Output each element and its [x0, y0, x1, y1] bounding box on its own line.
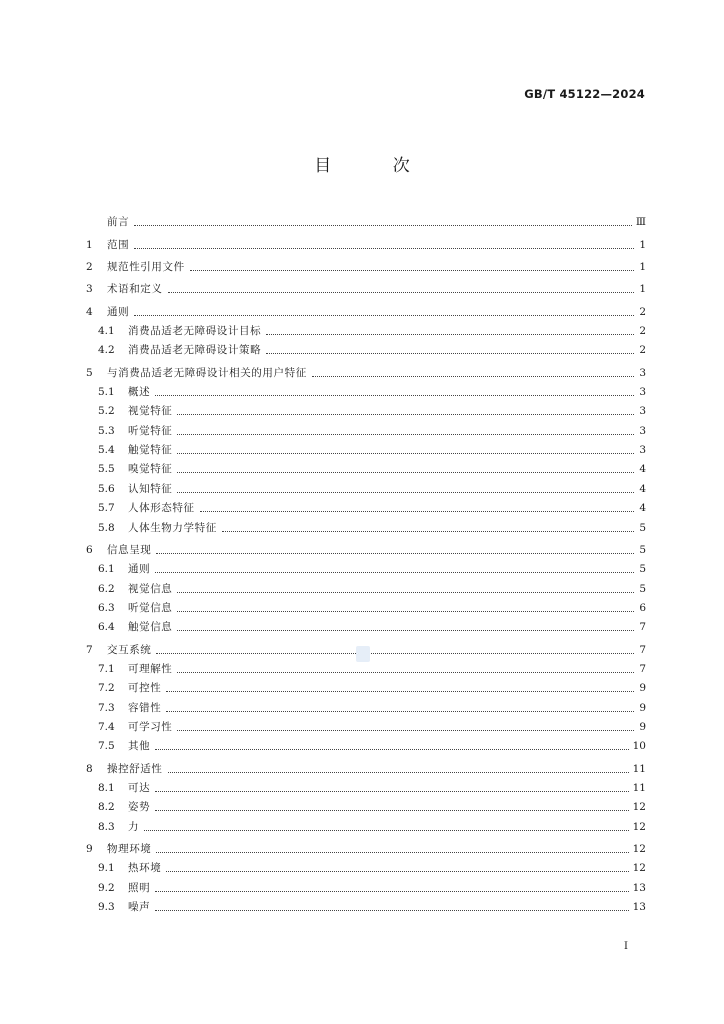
toc-entry-label: 前言	[107, 216, 130, 229]
toc-entry-label: 听觉特征	[128, 424, 173, 437]
toc-entry-label: 规范性引用文件	[107, 261, 185, 274]
toc-entry-page: 4	[639, 482, 646, 495]
toc-entry-number: 4.2	[98, 344, 115, 357]
toc-leader-dots	[144, 830, 629, 831]
toc-entry-label: 人体形态特征	[128, 502, 195, 515]
toc-leader-dots	[134, 315, 634, 316]
toc-entry-page: 9	[639, 701, 646, 714]
toc-leader-dots	[155, 891, 628, 892]
toc-entry-label: 术语和定义	[107, 283, 163, 296]
toc-entry[interactable]	[86, 359, 646, 378]
toc-entry-number: 5.8	[98, 521, 115, 534]
toc-entry-page: 12	[632, 843, 646, 855]
table-of-contents	[86, 209, 646, 913]
toc-entry-page: 7	[639, 662, 646, 675]
toc-entry-number: 6.4	[98, 621, 115, 634]
toc-leader-dots	[166, 711, 634, 712]
toc-entry-number: 5.2	[98, 405, 115, 418]
toc-entry-page: 4	[639, 463, 646, 476]
toc-leader-dots	[177, 434, 634, 435]
toc-entry-label: 触觉特征	[128, 444, 173, 457]
toc-entry-page: 4	[639, 502, 646, 515]
toc-entry-label: 视觉特征	[128, 405, 173, 418]
toc-entry-label: 可理解性	[128, 662, 173, 675]
toc-entry-page: 2	[639, 325, 646, 338]
toc-entry[interactable]	[86, 675, 646, 694]
toc-entry[interactable]	[86, 813, 646, 832]
toc-leader-dots	[155, 810, 628, 811]
toc-entry-label: 消费品适老无障碍设计目标	[128, 325, 262, 338]
toc-entry-number: 8.2	[98, 801, 115, 814]
toc-entry-number: 3	[86, 283, 93, 296]
toc-entry-number: 6	[86, 543, 93, 556]
toc-entry-label: 概述	[128, 386, 151, 399]
toc-entry-number: 5.1	[98, 386, 115, 399]
toc-entry-label: 操控舒适性	[107, 762, 163, 775]
toc-entry-page: 5	[639, 543, 646, 556]
toc-entry-page: 9	[639, 720, 646, 733]
toc-entry-label: 嗅觉特征	[128, 463, 173, 476]
toc-entry-number: 4.1	[98, 325, 115, 338]
toc-entry-label: 噪声	[128, 901, 151, 914]
toc-leader-dots	[134, 225, 632, 226]
toc-entry[interactable]	[86, 894, 646, 913]
toc-leader-dots	[155, 749, 628, 750]
toc-entry-number: 9.2	[98, 881, 115, 894]
toc-entry-page: 3	[639, 405, 646, 418]
toc-entry-label: 通则	[128, 563, 151, 576]
toc-leader-dots	[156, 653, 634, 654]
toc-entry-page: 13	[632, 901, 646, 914]
toc-entry-label: 信息呈现	[107, 543, 152, 556]
toc-entry[interactable]	[86, 855, 646, 874]
toc-entry-label: 交互系统	[107, 643, 152, 656]
toc-leader-dots	[156, 852, 628, 853]
toc-entry[interactable]	[86, 874, 646, 893]
toc-leader-dots	[312, 376, 634, 377]
toc-entry[interactable]	[86, 231, 646, 250]
toc-entry-page: 12	[632, 820, 646, 833]
toc-entry[interactable]	[86, 379, 646, 398]
toc-entry-label: 触觉信息	[128, 621, 173, 634]
toc-entry-number: 8.1	[98, 781, 115, 794]
toc-leader-dots	[166, 691, 634, 692]
standard-code: GB/T 45122—2024	[524, 87, 645, 101]
toc-entry-number: 7.1	[98, 662, 115, 675]
toc-leader-dots	[155, 791, 628, 792]
toc-entry[interactable]	[86, 417, 646, 436]
toc-leader-dots	[177, 472, 634, 473]
toc-entry[interactable]	[86, 456, 646, 475]
toc-entry-label: 可控性	[128, 682, 162, 695]
page-number: I	[624, 941, 628, 952]
toc-entry-label: 范围	[107, 238, 130, 251]
toc-entry[interactable]	[86, 514, 646, 533]
toc-entry[interactable]	[86, 337, 646, 356]
toc-entry-page: 6	[639, 601, 646, 614]
watermark-mark	[356, 646, 370, 662]
toc-entry-page: 11	[632, 781, 646, 794]
toc-leader-dots	[177, 492, 634, 493]
toc-leader-dots	[177, 592, 634, 593]
toc-leader-dots	[177, 630, 634, 631]
toc-entry[interactable]	[86, 209, 646, 228]
toc-entry-page: 3	[639, 366, 646, 379]
toc-entry-number: 5.6	[98, 482, 115, 495]
toc-leader-dots	[200, 511, 634, 512]
toc-entry-label: 照明	[128, 881, 151, 894]
toc-leader-dots	[266, 334, 634, 335]
toc-entry-label: 视觉信息	[128, 582, 173, 595]
toc-entry[interactable]	[86, 595, 646, 614]
toc-entry[interactable]	[86, 556, 646, 575]
toc-leader-dots	[168, 772, 629, 773]
toc-entry-number: 8.3	[98, 820, 115, 833]
toc-entry-number: 6.3	[98, 601, 115, 614]
toc-entry-label: 力	[128, 820, 140, 833]
toc-entry-label: 听觉信息	[128, 601, 173, 614]
toc-entry-page: 2	[639, 305, 646, 318]
toc-entry-page: 5	[639, 521, 646, 534]
toc-leader-dots	[168, 292, 635, 293]
toc-entry-number: 5.7	[98, 502, 115, 515]
toc-entry-number: 7	[86, 643, 93, 656]
toc-entry-page: 3	[639, 444, 646, 457]
toc-entry[interactable]	[86, 495, 646, 514]
toc-entry-label: 姿势	[128, 801, 151, 814]
toc-entry[interactable]	[86, 537, 646, 556]
toc-leader-dots	[190, 270, 634, 271]
toc-entry-label: 认知特征	[128, 482, 173, 495]
toc-entry-number: 6.2	[98, 582, 115, 595]
toc-entry-label: 其他	[128, 740, 151, 753]
toc-entry[interactable]	[86, 614, 646, 633]
page-title: 目 次	[314, 156, 438, 176]
toc-entry-page: 13	[632, 881, 646, 894]
toc-leader-dots	[166, 871, 628, 872]
toc-entry[interactable]	[86, 714, 646, 733]
toc-entry[interactable]	[86, 775, 646, 794]
toc-entry[interactable]	[86, 755, 646, 774]
toc-leader-dots	[177, 730, 634, 731]
toc-entry-number: 4	[86, 305, 93, 318]
toc-leader-dots	[155, 572, 634, 573]
toc-entry[interactable]	[86, 298, 646, 317]
toc-entry[interactable]	[86, 318, 646, 337]
toc-entry-number: 9.1	[98, 862, 115, 875]
toc-entry-number: 7.2	[98, 682, 115, 695]
toc-entry-number: 5	[86, 366, 93, 379]
toc-leader-dots	[177, 611, 634, 612]
toc-entry-page: 1	[639, 261, 646, 274]
toc-entry-page: 12	[632, 862, 646, 875]
toc-entry-number: 7.4	[98, 720, 115, 733]
toc-entry-label: 与消费品适老无障碍设计相关的用户特征	[107, 366, 307, 379]
toc-entry[interactable]	[86, 254, 646, 273]
toc-entry-label: 人体生物力学特征	[128, 521, 217, 534]
toc-leader-dots	[134, 248, 634, 249]
toc-entry[interactable]	[86, 475, 646, 494]
toc-entry-label: 消费品适老无障碍设计策略	[128, 344, 262, 357]
toc-leader-dots	[155, 910, 628, 911]
toc-entry[interactable]	[86, 733, 646, 752]
toc-entry[interactable]	[86, 575, 646, 594]
toc-entry-page: 5	[639, 582, 646, 595]
toc-entry-number: 8	[86, 762, 93, 775]
toc-entry-page: 1	[639, 283, 646, 296]
toc-entry[interactable]	[86, 276, 646, 295]
toc-entry-number: 5.3	[98, 424, 115, 437]
toc-entry[interactable]	[86, 437, 646, 456]
toc-entry-number: 9	[86, 843, 93, 855]
toc-leader-dots	[266, 353, 634, 354]
toc-entry-label: 通则	[107, 305, 130, 318]
toc-entry-label: 可学习性	[128, 720, 173, 733]
toc-leader-dots	[156, 553, 634, 554]
toc-leader-dots	[155, 395, 634, 396]
toc-entry-page: 3	[639, 386, 646, 399]
toc-entry[interactable]	[86, 794, 646, 813]
toc-entry-page: 11	[632, 762, 646, 775]
toc-entry-label: 物理环境	[107, 843, 152, 855]
toc-entry-number: 5.5	[98, 463, 115, 476]
toc-entry-page: 9	[639, 682, 646, 695]
toc-entry-page: 7	[639, 643, 646, 656]
toc-entry[interactable]	[86, 694, 646, 713]
toc-leader-dots	[222, 531, 634, 532]
toc-leader-dots	[177, 672, 634, 673]
toc-entry-page: Ⅲ	[635, 216, 646, 229]
toc-entry-number: 7.5	[98, 740, 115, 753]
toc-entry[interactable]	[86, 836, 646, 855]
toc-entry-page: 7	[639, 621, 646, 634]
toc-entry-page: 1	[639, 238, 646, 251]
toc-entry-page: 10	[632, 740, 646, 753]
toc-entry-page: 12	[632, 801, 646, 814]
toc-entry-number: 7.3	[98, 701, 115, 714]
toc-entry-page: 2	[639, 344, 646, 357]
toc-entry-number: 6.1	[98, 563, 115, 576]
toc-entry[interactable]	[86, 398, 646, 417]
toc-entry-number: 5.4	[98, 444, 115, 457]
toc-entry-number: 2	[86, 261, 93, 274]
toc-entry-page: 5	[639, 563, 646, 576]
toc-entry-label: 热环境	[128, 862, 162, 875]
toc-entry-label: 容错性	[128, 701, 162, 714]
toc-entry-number: 1	[86, 238, 93, 251]
toc-entry-number: 9.3	[98, 901, 115, 914]
toc-entry-label: 可达	[128, 781, 151, 794]
toc-entry-page: 3	[639, 424, 646, 437]
toc-leader-dots	[177, 414, 634, 415]
toc-leader-dots	[177, 453, 634, 454]
